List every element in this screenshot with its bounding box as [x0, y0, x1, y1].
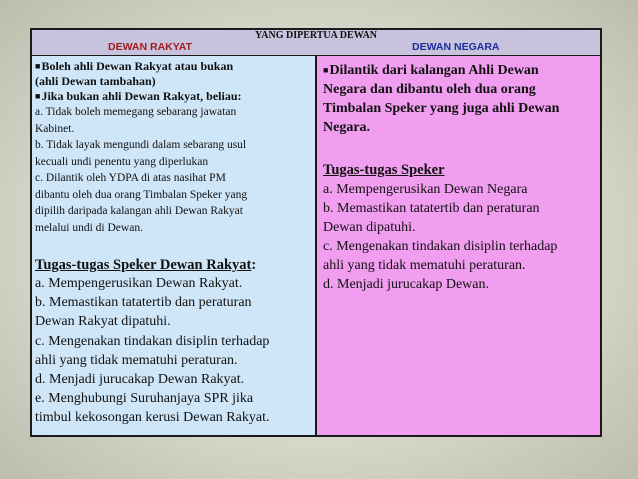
header-dewan-rakyat: DEWAN RAKYAT	[108, 41, 193, 53]
task-line: a. Mempengerusikan Dewan Negara	[323, 182, 528, 197]
task-line: Dewan Rakyat dipatuhi.	[35, 314, 171, 330]
bullet-item-cont: Timbalan Speker yang juga ahli Dewan	[323, 101, 560, 116]
task-line: Dewan dipatuhi.	[323, 220, 416, 235]
task-line: b. Memastikan tatatertib dan peraturan	[35, 295, 252, 311]
dewan-negara-column	[317, 56, 600, 435]
bullet-item-cont: (ahli Dewan tambahan)	[35, 74, 156, 88]
bullet-icon: ■	[323, 65, 329, 75]
task-line: c. Mengenakan tindakan disiplin terhadap	[323, 239, 558, 254]
sub-line: dipilih daripada kalangan ahli Dewan Rakyat	[35, 205, 243, 217]
task-line: c. Mengenakan tindakan disiplin terhadap	[35, 333, 270, 349]
tasks-heading: Tugas-tugas Speker Dewan Rakyat:	[35, 257, 257, 273]
sub-line: c. Dilantik oleh YDPA di atas nasihat PM	[35, 172, 226, 184]
task-line: d. Menjadi jurucakap Dewan.	[323, 277, 489, 292]
dewan-rakyat-column	[32, 56, 315, 435]
bullet-item-cont: Negara dan dibantu oleh dua orang	[323, 82, 536, 97]
header-title: YANG DIPERTUA DEWAN	[254, 30, 378, 41]
task-line: b. Memastikan tatatertib dan peraturan	[323, 201, 540, 216]
bullet-item-cont: Negara.	[323, 120, 371, 135]
comparison-table	[30, 28, 602, 437]
sub-line: kecuali undi penentu yang diperlukan	[35, 155, 209, 168]
bullet-item: ■Dilantik dari kalangan Ahli Dewan	[323, 63, 539, 78]
sub-line: Kabinet.	[35, 122, 75, 135]
task-line: e. Menghubungi Suruhanjaya SPR jika	[35, 391, 254, 407]
task-line: ahli yang tidak mematuhi peraturan.	[35, 352, 238, 368]
sub-line: dibantu oleh dua orang Timbalan Speker yang	[35, 188, 248, 201]
bullet-icon: ■	[35, 61, 41, 71]
task-line: timbul kekosongan kerusi Dewan Rakyat.	[35, 410, 270, 426]
header-dewan-negara: DEWAN NEGARA	[412, 41, 500, 53]
task-line: a. Mempengerusikan Dewan Rakyat.	[35, 276, 243, 291]
table-header	[32, 30, 600, 56]
bullet-item: ■Boleh ahli Dewan Rakyat atau bukan	[35, 59, 234, 73]
sub-line: a. Tidak boleh memegang sebarang jawatan	[35, 106, 237, 118]
bullet-item: ■Jika bukan ahli Dewan Rakyat, beliau:	[35, 89, 242, 103]
task-line: ahli yang tidak mematuhi peraturan.	[323, 258, 526, 273]
sub-line: melalui undi di Dewan.	[35, 221, 143, 234]
tasks-heading: Tugas-tugas Speker	[323, 162, 445, 178]
task-line: d. Menjadi jurucakap Dewan Rakyat.	[35, 372, 245, 388]
sub-line: b. Tidak layak mengundi dalam sebarang usul	[35, 139, 247, 151]
bullet-icon: ■	[35, 91, 41, 101]
